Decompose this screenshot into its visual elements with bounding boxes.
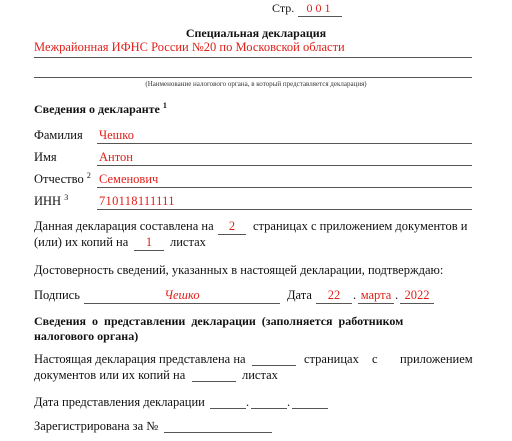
date-separator-1: .	[353, 288, 357, 302]
registration-number-field[interactable]	[164, 432, 272, 433]
submission-date-separator-2: .	[287, 395, 291, 409]
declarant-heading-footnote: 1	[162, 101, 167, 110]
tax-authority-underline	[34, 57, 472, 58]
surname-field[interactable]: Чешко	[99, 128, 134, 142]
date-separator-2: .	[395, 288, 399, 302]
submission-date-day-field[interactable]	[210, 408, 246, 409]
date-month-field[interactable]: марта	[358, 288, 394, 304]
pages-text-3: (или) их копий на	[34, 235, 129, 249]
surname-label: Фамилия	[34, 128, 83, 142]
submission-date-separator-1: .	[246, 395, 250, 409]
pages-count-field[interactable]: 2	[218, 219, 246, 235]
submission-pages-text-2: страницах	[304, 352, 359, 366]
inn-field[interactable]: 710118111111	[99, 194, 175, 208]
name-field[interactable]: Антон	[99, 150, 133, 164]
submission-pages-field[interactable]	[252, 365, 296, 366]
confirmation-text: Достоверность сведений, указанных в настоящей декларации, подтверждаю:	[34, 263, 444, 277]
submission-date-year-field[interactable]	[292, 408, 328, 409]
page-label: Стр.	[272, 1, 295, 15]
inn-label: ИНН $^3$	[34, 192, 69, 208]
submission-pages-text-4: приложением	[400, 352, 473, 366]
patronymic-underline	[97, 187, 472, 188]
document-title: Специальная декларация	[185, 26, 327, 40]
registration-label: Зарегистрирована за №	[34, 419, 159, 433]
name-underline	[97, 165, 472, 166]
patronymic-footnote: 2	[86, 170, 91, 180]
date-day-field[interactable]: 22	[316, 288, 352, 304]
inn-footnote: 3	[64, 192, 69, 202]
declarant-heading: Сведения о декларанте $^1$	[34, 101, 167, 116]
tax-authority-field[interactable]: Межрайонная ИФНС России №20 по Московской области	[34, 40, 345, 54]
page-number[interactable]: 001	[298, 1, 342, 17]
pages-text-1: Данная декларация составлена на	[34, 219, 214, 233]
submission-date-month-field[interactable]	[251, 408, 287, 409]
submission-pages-text-3: с	[372, 352, 378, 366]
submission-sheets-text-2: листах	[242, 368, 278, 382]
surname-underline	[97, 143, 472, 144]
signature-label: Подпись	[34, 288, 80, 302]
patronymic-field[interactable]: Семенович	[99, 172, 159, 186]
patronymic-label: Отчество $^2$	[34, 170, 91, 186]
submission-heading-line1: Сведения о представлении декларации (заполняется работником	[34, 314, 404, 328]
date-year-field[interactable]: 2022	[400, 288, 434, 304]
submission-date-label: Дата представления декларации	[34, 395, 205, 409]
sheets-count-field[interactable]: 1	[134, 235, 164, 251]
pages-text-4: листах	[170, 235, 206, 249]
submission-sheets-text-1: документов или их копий на	[34, 368, 186, 382]
submission-sheets-field[interactable]	[192, 381, 236, 382]
submission-pages-text-1: Настоящая декларация представлена на	[34, 352, 246, 366]
pages-text-2: страницах с приложением документов и	[253, 219, 468, 233]
date-label: Дата	[287, 288, 312, 302]
submission-heading-line2: налогового органа)	[34, 329, 139, 343]
tax-authority-caption: (Наименование налогового органа, в который представляется декларация)	[145, 80, 367, 88]
tax-authority-underline-2	[34, 77, 472, 78]
signature-field[interactable]: Чешко	[84, 288, 280, 304]
name-label: Имя	[34, 150, 57, 164]
inn-underline	[97, 209, 472, 210]
